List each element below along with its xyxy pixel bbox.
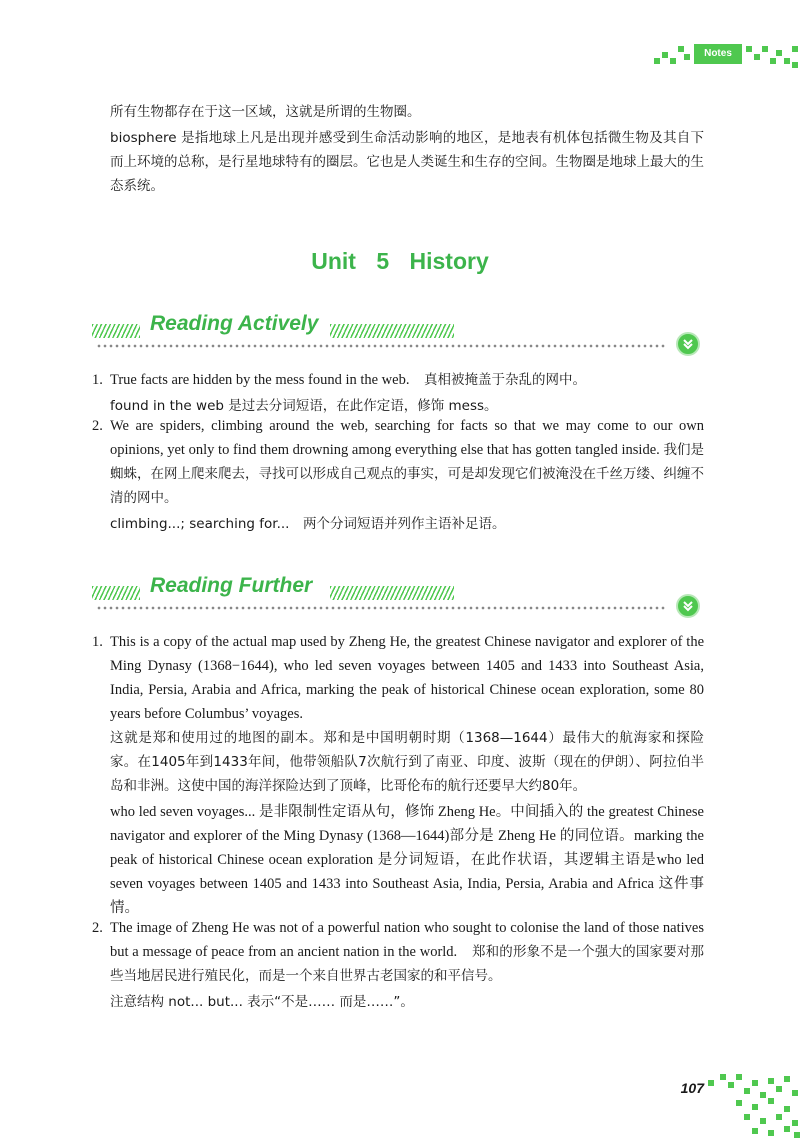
item-number: 1. [92,372,103,388]
hatch-decoration [330,586,454,600]
unit-title: Unit 5 History [311,248,489,274]
list-item [92,916,704,1014]
item-translation: 郑和的形象不是一个强大的国家要对那些当地居民进行殖民化，而是一个来自世界古老国家的和平信号。 [110,944,704,984]
item-text: True facts are hidden by the mess found in the web. [110,372,410,388]
item-text: This is a copy of the actual map used by Zheng He, the greatest Chinese navigator and explorer of the Ming Dynasy (1368−1644), who led seven voyages between 1405 and 1433 into Southeast Asia, India, Persia, Arabia and Africa, marking the peak of historical Chinese ocean exploration, some 80 years before Columbus’ voyages. [110,634,704,722]
item-note: found in the web 是过去分词短语，在此作定语，修饰 mess。 [110,398,498,414]
intro-text [110,100,704,198]
list-item [92,368,704,418]
item-note: who led seven voyages... 是非限制性定语从句，修饰 Zheng He。中间插入的 the greatest Chinese navigator and explorer of the Ming Dynasy (1368—1644)部分是 Zheng He 的同位语。marking the peak of historical Chinese ocean exploration 是分词短语，在此作状语，其逻辑主语是who led seven voyages between 1405 and 1433 into Southeast Asia, India, Persia, Arabia and Africa 这件事情。 [110,804,704,916]
double-chevron-down-icon [676,594,700,618]
item-text: The image of Zheng He was not of a powerful nation who sought to colonise the land of those natives but a message of peace from an ancient nation in the world. [110,920,704,960]
double-chevron-down-icon [676,332,700,356]
intro-line-2: biosphere 是指地球上凡是出现并感受到生命活动影响的地区，是地表有机体包括微生物及其自下而上环境的总称，是行星地球特有的圈层。它也是人类诞生和生存的空间。生物圈是地球上最大的生态系统。 [110,130,704,194]
item-number: 2. [92,920,103,936]
page-number: 107 [680,1080,704,1096]
hatch-decoration [92,324,140,338]
intro-line-1: 所有生物都存在于这一区域，这就是所谓的生物圈。 [110,104,421,120]
header-pixel-decoration [654,44,800,70]
item-number: 2. [92,418,103,434]
item-number: 1. [92,634,103,650]
footer-pixel-decoration [706,1074,800,1138]
dotted-rule [96,606,666,610]
section-header-reading-further [92,574,708,614]
list-item [92,414,704,536]
item-note: climbing...; searching for... 两个分词短语并列作主语补足语。 [110,516,506,532]
section-header-reading-actively [92,312,708,352]
hatch-decoration [330,324,454,338]
hatch-decoration [92,586,140,600]
item-text: We are spiders, climbing around the web, searching for facts so that we may come to our own opinions, yet only to find them drowning among everything else that has gotten tangled inside. [110,418,704,458]
notes-tab: Notes [694,44,742,64]
item-translation: 这就是郑和使用过的地图的副本。郑和是中国明朝时期（1368—1644）最伟大的航海家和探险家。在1405年到1433年间，他带领船队7次航行到了南亚、印度、波斯（现在的伊朗）、阿拉伯半岛和非洲。这使中国的海洋探险达到了顶峰，比哥伦布的航行还要早大约80年。 [110,730,704,794]
section-title: Reading Actively [150,312,319,335]
dotted-rule [96,344,666,348]
section-title: Reading Further [150,574,313,597]
item-note: 注意结构 not... but... 表示“不是…… 而是……”。 [110,994,414,1010]
list-item [92,630,704,920]
item-translation: 我们是蜘蛛，在网上爬来爬去，寻找可以形成自己观点的事实，可是却发现它们被淹没在千丝万缕、纠缠不清的网中。 [110,442,705,506]
item-translation: 真相被掩盖于杂乱的网中。 [423,372,586,388]
